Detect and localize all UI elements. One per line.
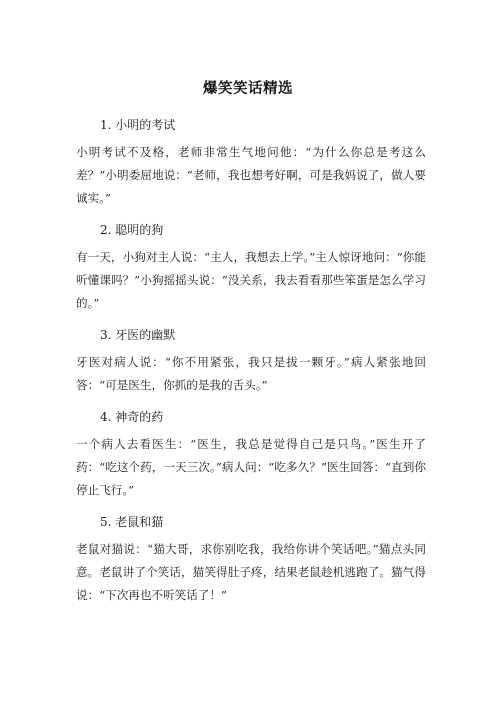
joke-body: 有一天，小狗对主人说：“主人，我想去上学。”主人惊讶地问：“你能听懂课吗？”小狗摇摇头说：“没关系，我去看看那些笨蛋是怎么学习的。” (76, 250, 426, 310)
joke-body: 一个病人去看医生：“医生，我总是觉得自己是只鸟。”医生开了药：“吃这个药，一天三次。”病人问：“吃多久？”医生回答：“直到你停止飞行。” (76, 437, 426, 497)
joke-body: 牙医对病人说：“你不用紧张，我只是拔一颗牙。”病人紧张地回答：“可是医生，你抓的是我的舌头。” (76, 355, 426, 392)
joke-heading: 3. 牙医的幽默 (100, 328, 176, 342)
joke-item (76, 327, 426, 397)
joke-item (76, 409, 426, 502)
page-title: 爆笑笑话精选 (203, 81, 293, 97)
joke-body: 老鼠对猫说：“猫大哥，求你别吃我，我给你讲个笑话吧。”猫点头同意。老鼠讲了个笑话，猫笑得肚子疼，结果老鼠趁机逃跑了。猫气得说：“下次再也不听笑话了！” (76, 542, 426, 602)
joke-heading: 5. 老鼠和猫 (100, 515, 164, 529)
joke-heading: 4. 神奇的药 (100, 410, 164, 424)
joke-item (76, 222, 426, 315)
joke-heading: 2. 聪明的狗 (100, 223, 164, 237)
joke-item (76, 117, 426, 210)
joke-heading: 1. 小明的考试 (100, 118, 176, 132)
joke-body: 小明考试不及格，老师非常生气地问他：“为什么你总是考这么差？”小明委屈地说：“老师，我也想考好啊，可是我妈说了，做人要诚实。” (76, 145, 426, 205)
joke-item (76, 514, 426, 607)
joke-list (76, 117, 426, 619)
